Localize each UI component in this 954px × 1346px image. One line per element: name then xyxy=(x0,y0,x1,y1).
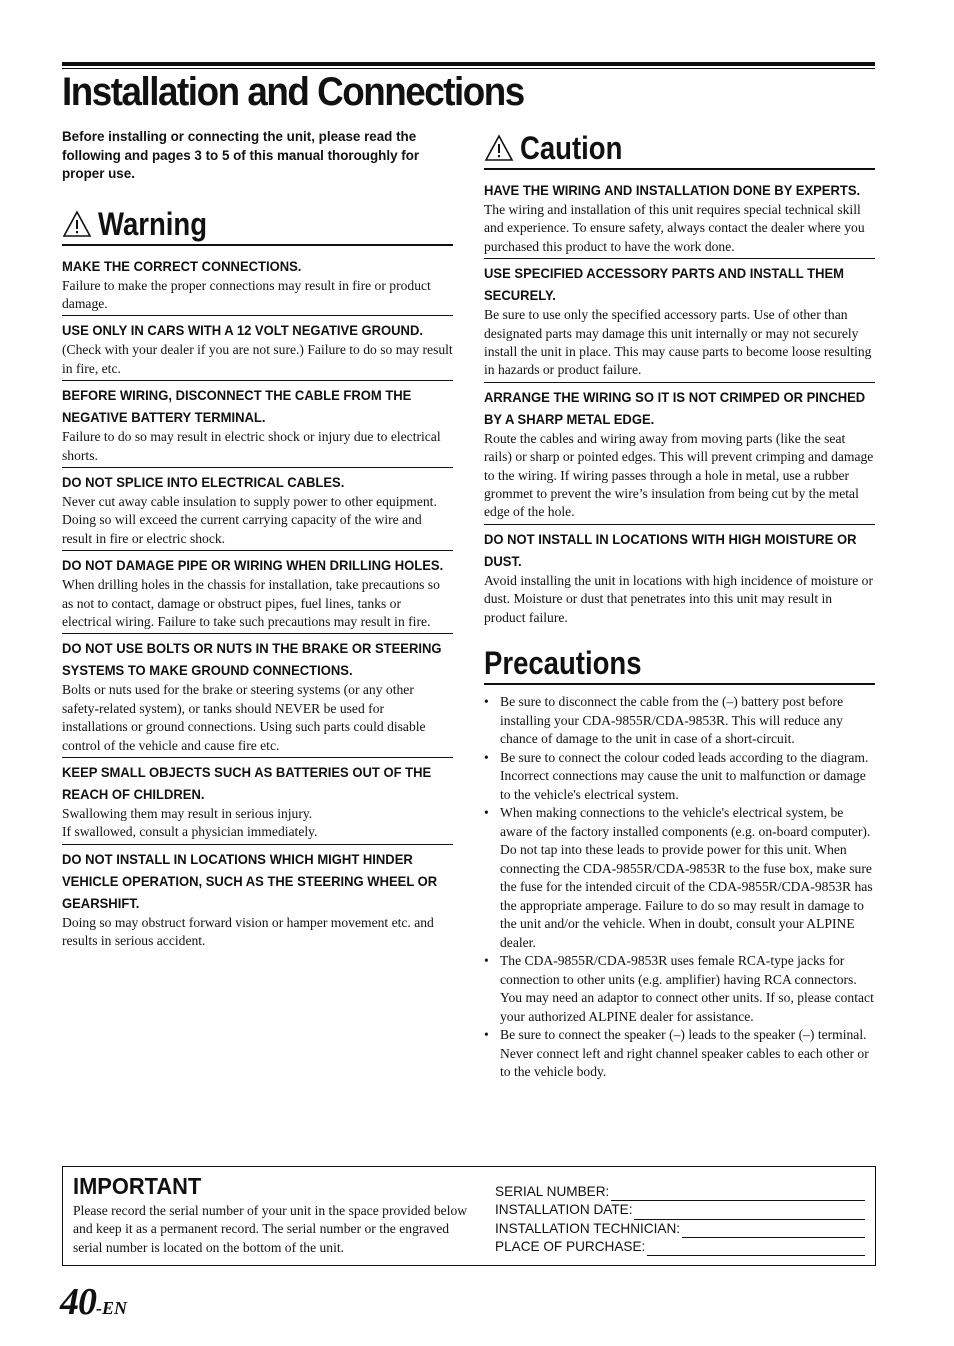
list-item xyxy=(484,749,875,805)
list-item xyxy=(62,316,453,381)
precaution-text: Be sure to disconnect the cable from the (–) battery post before installing your CDA-9855R/CDA-9853R. This will reduce any chance of damage to the unit in case of a short-circuit. xyxy=(500,694,844,747)
item-title: USE ONLY IN CARS WITH A 12 VOLT NEGATIVE GROUND. xyxy=(62,322,423,339)
left-column xyxy=(62,128,453,953)
caution-heading xyxy=(484,128,875,170)
item-title: MAKE THE CORRECT CONNECTIONS. xyxy=(62,257,302,274)
item-body: Failure to make the proper connections may result in fire or product damage. xyxy=(62,277,431,311)
list-item xyxy=(484,804,875,952)
precaution-text: Be sure to connect the colour coded leads according to the diagram. Incorrect connections may cause the unit to malfunction or damage to the vehicle's electrical system. xyxy=(500,749,869,802)
warning-list xyxy=(62,252,453,953)
list-item xyxy=(484,525,875,629)
list-item xyxy=(62,551,453,634)
list-item xyxy=(62,758,453,845)
caution-list xyxy=(484,176,875,629)
bullet-icon: • xyxy=(484,749,489,765)
serial-field-row xyxy=(495,1220,865,1238)
page-number xyxy=(60,1280,127,1324)
item-title: DO NOT DAMAGE PIPE OR WIRING WHEN DRILLING HOLES. xyxy=(62,557,444,574)
precaution-text: When making connections to the vehicle's electrical system, be aware of the factory installed components (e.g. on-board computer). Do not tap into these leads to provide power for this unit. When connecting the CDA-9855R/CDA-9853R to the fuse box, make sure the fuse for the intended circuit of the CDA-9855R/CDA-9853R has the appropriate amperage. Failure to do so may result in damage to the unit and/or the vehicle. When in doubt, consult your ALPINE dealer. xyxy=(500,805,873,950)
serial-field-row xyxy=(495,1238,865,1256)
item-title: DO NOT USE BOLTS OR NUTS IN THE BRAKE OR STEERING SYSTEMS TO MAKE GROUND CONNECTIONS. xyxy=(62,640,442,679)
serial-field-line xyxy=(611,1186,865,1201)
bullet-icon: • xyxy=(484,694,489,710)
list-item xyxy=(62,381,453,468)
right-column xyxy=(484,128,875,1082)
serial-field-label: PLACE OF PURCHASE: xyxy=(495,1238,646,1254)
serial-field-label: INSTALLATION DATE: xyxy=(495,1202,633,1218)
important-title: IMPORTANT xyxy=(73,1173,202,1199)
item-body: Be sure to use only the specified accessory parts. Use of other than designated parts may damage this unit internally or may not securely install the unit in place. This may cause parts to become loose resulting in hazards or product failure. xyxy=(484,307,872,378)
list-item xyxy=(484,952,875,1026)
serial-field-line xyxy=(682,1223,865,1238)
item-body: Doing so may obstruct forward vision or hamper movement etc. and results in serious accident. xyxy=(62,914,434,949)
item-body: The wiring and installation of this unit requires special technical skill and experience. To ensure safety, always contact the dealer where you purchased this product to have the work done. xyxy=(484,202,865,254)
serial-field-label: SERIAL NUMBER: xyxy=(495,1184,610,1199)
list-item xyxy=(484,259,875,383)
list-item xyxy=(484,693,875,749)
serial-field-line xyxy=(647,1241,865,1256)
serial-fields xyxy=(495,1183,865,1256)
precautions-list xyxy=(484,693,875,1082)
list-item xyxy=(62,252,453,317)
serial-field-row xyxy=(495,1183,865,1201)
list-item xyxy=(62,634,453,758)
item-title: ARRANGE THE WIRING SO IT IS NOT CRIMPED OR PINCHED BY A SHARP METAL EDGE. xyxy=(484,388,866,427)
item-body: Swallowing them may result in serious injury. If swallowed, consult a physician immediately. xyxy=(62,806,318,840)
serial-field-row xyxy=(495,1201,865,1219)
serial-field-label: INSTALLATION TECHNICIAN: xyxy=(495,1220,681,1236)
top-rule xyxy=(62,62,875,66)
page-title: Installation and Connections xyxy=(62,70,524,114)
list-item xyxy=(62,845,453,953)
top-rule-thin xyxy=(62,68,875,69)
item-body: Never cut away cable insulation to supply power to other equipment. Doing so will exceed the current carrying capacity of the wire and result in fire or electric shock. xyxy=(62,493,437,546)
caution-title: Caution xyxy=(520,130,623,166)
precautions-title: Precautions xyxy=(484,645,642,682)
intro-text: Before installing or connecting the unit, please read the following and pages 3 to 5 of this manual thoroughly for proper use. xyxy=(62,129,420,181)
item-title: DO NOT SPLICE INTO ELECTRICAL CABLES. xyxy=(62,473,345,490)
important-box xyxy=(62,1166,876,1266)
item-title: USE SPECIFIED ACCESSORY PARTS AND INSTALL THEM SECURELY. xyxy=(484,265,845,304)
list-item xyxy=(484,1026,875,1082)
item-body: Avoid installing the unit in locations with high incidence of moisture or dust. Moisture or dust that penetrates into this unit may result in product failure. xyxy=(484,572,873,625)
serial-field-line xyxy=(634,1205,865,1220)
important-text: Please record the serial number of your unit in the space provided below and keep it as a permanent record. The serial number or the engraved serial number is located on the bottom of the unit. xyxy=(73,1203,468,1255)
page-number-suffix: -EN xyxy=(96,1298,127,1318)
precaution-text: Be sure to connect the speaker (–) leads to the speaker (–) terminal. Never connect left and right channel speaker cables to each other or to the vehicle body. xyxy=(500,1027,869,1080)
item-body: (Check with your dealer if you are not sure.) Failure to do so may result in fire, etc. xyxy=(62,342,453,376)
item-title: DO NOT INSTALL IN LOCATIONS WITH HIGH MOISTURE OR DUST. xyxy=(484,530,857,569)
list-item xyxy=(484,176,875,259)
item-title: DO NOT INSTALL IN LOCATIONS WHICH MIGHT HINDER VEHICLE OPERATION, SUCH AS THE STEERING WHEEL OR GEARSHIFT. xyxy=(62,850,438,911)
precautions-heading xyxy=(484,643,875,685)
item-body: Route the cables and wiring away from moving parts (like the seat rails) or sharp or pointed edges. This will prevent crimping and damage to the wiring. If wiring passes through a hole in metal, use a rubber grommet to prevent the wire’s insulation from being cut by the metal edge of the hole. xyxy=(484,430,874,520)
item-title: KEEP SMALL OBJECTS SUCH AS BATTERIES OUT OF THE REACH OF CHILDREN. xyxy=(62,764,432,802)
page-number-value: 40 xyxy=(60,1281,96,1323)
item-body: When drilling holes in the chassis for installation, take precautions so as not to contact, damage or obstruct pipes, fuel lines, tanks or electrical wiring. Failure to take such precautions may result in fire. xyxy=(62,577,440,629)
bullet-icon: • xyxy=(484,1027,489,1043)
item-title: HAVE THE WIRING AND INSTALLATION DONE BY EXPERTS. xyxy=(484,182,861,198)
item-body: Failure to do so may result in electric shock or injury due to electrical shorts. xyxy=(62,429,441,463)
list-item xyxy=(484,383,875,525)
bullet-icon: • xyxy=(484,953,489,969)
item-title: BEFORE WIRING, DISCONNECT THE CABLE FROM THE NEGATIVE BATTERY TERMINAL. xyxy=(62,387,412,426)
precaution-text: The CDA-9855R/CDA-9853R uses female RCA-type jacks for connection to other units (e.g. amplifier) having RCA connectors. You may need an adaptor to connect other units. If so, please contact your authorized ALPINE dealer for assistance. xyxy=(500,953,874,1024)
warning-triangle-icon xyxy=(62,210,92,238)
bullet-icon: • xyxy=(484,805,489,821)
list-item xyxy=(62,468,453,551)
warning-title: Warning xyxy=(98,205,208,242)
warning-triangle-icon xyxy=(484,134,514,162)
item-body: Bolts or nuts used for the brake or steering systems (or any other safety-related system), or tanks should NEVER be used for installations or ground connections. Using such parts could disable control of the vehicle and cause fire etc. xyxy=(62,682,426,753)
warning-heading xyxy=(62,204,453,246)
